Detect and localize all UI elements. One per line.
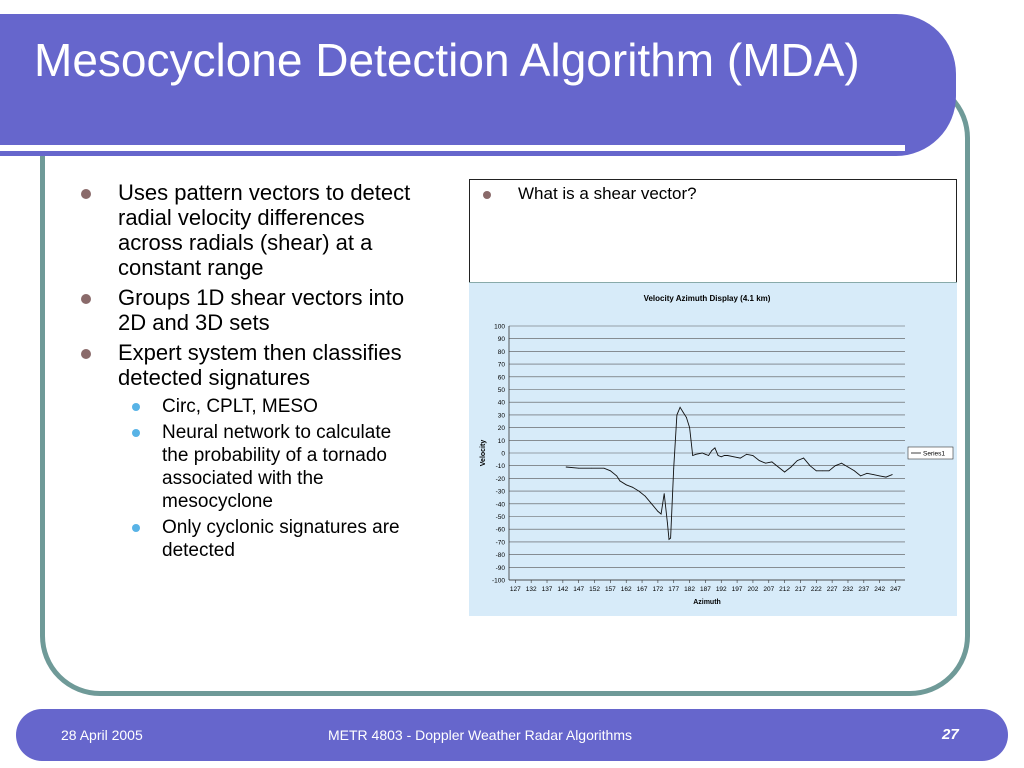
y-tick-label: 40: [497, 399, 505, 407]
y-tick-label: 80: [497, 348, 505, 356]
data-point: [886, 477, 887, 478]
data-point: [689, 427, 690, 428]
y-tick-label: 30: [497, 412, 505, 420]
y-tick-label: -100: [491, 577, 505, 585]
data-point: [657, 511, 658, 512]
data-point: [711, 450, 712, 451]
y-tick-label: 70: [497, 361, 505, 369]
data-point: [667, 522, 668, 523]
footer-bar: [16, 709, 1008, 761]
footer-course: METR 4803 - Doppler Weather Radar Algorithms: [328, 727, 632, 743]
x-tick-label: 172: [652, 586, 664, 593]
data-point: [721, 456, 722, 457]
data-point: [740, 458, 741, 459]
x-tick-label: 202: [747, 586, 759, 593]
y-tick-label: 0: [501, 450, 505, 458]
data-point: [578, 468, 579, 469]
sub-bullet-item: Only cyclonic signatures are detected: [75, 516, 420, 562]
y-tick-label: 10: [497, 437, 505, 445]
x-tick-label: 212: [779, 586, 791, 593]
y-tick-label: -40: [495, 501, 505, 509]
data-point: [753, 455, 754, 456]
data-point: [651, 503, 652, 504]
sub-bullet-item: Neural network to calculate the probability of a tornado associated with the mesocyclone: [75, 421, 420, 513]
data-point: [604, 468, 605, 469]
data-point: [696, 454, 697, 455]
data-point: [879, 475, 880, 476]
data-point: [664, 493, 665, 494]
bullet-item: Groups 1D shear vectors into 2D and 3D sets: [75, 285, 420, 335]
x-tick-label: 142: [557, 586, 569, 593]
x-tick-label: 177: [668, 586, 680, 593]
data-point: [669, 539, 670, 540]
x-axis-label: Azimuth: [693, 599, 721, 606]
y-axis-label: Velocity: [480, 439, 487, 467]
title-bar: [0, 14, 956, 156]
data-point: [708, 455, 709, 456]
data-point: [677, 415, 678, 416]
sub-bullet-item: Circ, CPLT, MESO: [75, 395, 420, 418]
data-point: [746, 454, 747, 455]
data-point: [724, 455, 725, 456]
data-point: [810, 465, 811, 466]
left-bullet-list: [75, 180, 420, 565]
data-point: [661, 514, 662, 515]
data-point: [829, 470, 830, 471]
data-point: [566, 467, 567, 468]
legend-label: Series1: [923, 450, 946, 458]
data-point: [803, 458, 804, 459]
slide-title: Mesocyclone Detection Algorithm (MDA): [34, 34, 860, 86]
shear-question: What is a shear vector?: [480, 184, 697, 204]
x-tick-label: 207: [763, 586, 775, 593]
y-tick-label: 100: [494, 323, 505, 331]
x-tick-label: 182: [684, 586, 696, 593]
x-tick-label: 147: [573, 586, 585, 593]
data-point: [734, 456, 735, 457]
x-tick-label: 222: [810, 586, 822, 593]
x-tick-label: 132: [525, 586, 537, 593]
y-tick-label: -90: [495, 564, 505, 572]
x-tick-label: 137: [541, 586, 553, 593]
data-point: [873, 474, 874, 475]
data-point: [784, 472, 785, 473]
y-tick-label: 20: [497, 425, 505, 433]
y-tick-label: -10: [495, 463, 505, 471]
bullet-item: Uses pattern vectors to detect radial velocity differences across radials (shear) at a constant range: [75, 180, 420, 280]
x-tick-label: 232: [842, 586, 854, 593]
data-point: [702, 453, 703, 454]
x-tick-label: 247: [890, 586, 901, 593]
page-number: 27: [942, 726, 959, 743]
y-tick-label: 50: [497, 387, 505, 394]
x-tick-label: 192: [715, 586, 727, 593]
footer-date: 28 April 2005: [61, 727, 143, 743]
data-point: [816, 470, 817, 471]
y-tick-label: 90: [497, 336, 505, 344]
y-tick-label: -50: [495, 514, 505, 521]
data-point: [670, 538, 671, 539]
data-point: [822, 470, 823, 471]
data-point: [645, 496, 646, 497]
x-tick-label: 152: [589, 586, 600, 593]
x-tick-label: 127: [509, 586, 521, 593]
data-point: [791, 467, 792, 468]
y-tick-label: -70: [495, 539, 505, 547]
chart-title: Velocity Azimuth Display (4.1 km): [643, 294, 771, 303]
title-underline: [0, 145, 905, 151]
data-point: [797, 460, 798, 461]
data-point: [835, 465, 836, 466]
data-point: [772, 461, 773, 462]
x-tick-label: 157: [604, 586, 616, 593]
data-point: [778, 467, 779, 468]
data-point: [765, 463, 766, 464]
data-point: [680, 407, 681, 408]
x-tick-label: 237: [858, 586, 870, 593]
data-point: [867, 473, 868, 474]
data-point: [727, 455, 728, 456]
x-tick-label: 197: [731, 586, 743, 593]
x-tick-label: 217: [795, 586, 806, 593]
vad-chart: [469, 282, 957, 616]
y-tick-label: -30: [495, 488, 505, 496]
data-point: [673, 468, 674, 469]
data-point: [632, 487, 633, 488]
data-point: [692, 455, 693, 456]
data-point: [591, 468, 592, 469]
data-point: [854, 470, 855, 471]
data-point: [705, 454, 706, 455]
chart-svg: [469, 283, 957, 616]
data-point: [638, 491, 639, 492]
data-point: [860, 475, 861, 476]
data-point: [616, 475, 617, 476]
data-point: [848, 467, 849, 468]
x-tick-label: 227: [826, 586, 838, 593]
data-point: [841, 463, 842, 464]
y-tick-label: 60: [497, 374, 505, 382]
x-tick-label: 187: [699, 586, 711, 593]
bullet-item: Expert system then classifies detected signatures: [75, 340, 420, 390]
data-point: [686, 417, 687, 418]
data-point: [619, 481, 620, 482]
data-point: [683, 412, 684, 413]
y-tick-label: -20: [495, 475, 505, 483]
y-tick-label: -60: [495, 526, 505, 534]
data-point: [759, 460, 760, 461]
data-point: [626, 484, 627, 485]
series-line: [566, 407, 892, 539]
right-content-box: [469, 179, 957, 615]
x-tick-label: 162: [620, 586, 632, 593]
y-tick-label: -80: [495, 552, 505, 560]
x-tick-label: 242: [874, 586, 886, 593]
data-point: [715, 448, 716, 449]
data-point: [610, 470, 611, 471]
data-point: [892, 474, 893, 475]
x-tick-label: 167: [636, 586, 648, 593]
data-point: [718, 455, 719, 456]
